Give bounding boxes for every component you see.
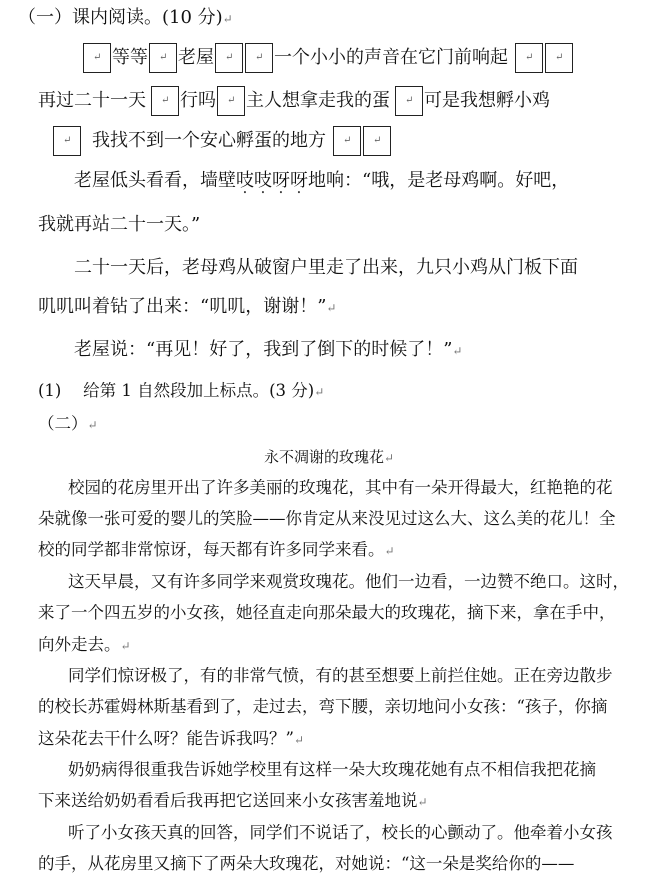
line-text: 叽叽叫着钻了出来：“叽叽，谢谢！” [38,296,327,317]
section-heading-1 [18,9,233,27]
article-line [38,731,304,748]
line-text: 向外走去。 [38,635,121,654]
article-line [38,793,428,810]
para-mark-icon: ↵ [159,52,168,63]
para-mark-icon: ↵ [555,52,564,63]
emphasized-char: 呀 [290,170,308,191]
line-text: 可是我想孵小鸡 [424,90,550,111]
paragraph-3-line-2 [38,298,336,316]
paragraph-2-line-2 [38,216,200,234]
answer-box[interactable] [151,86,179,116]
para-mark-icon: ↵ [417,795,428,809]
emphasized-char: 呀 [272,170,290,191]
article-line [38,605,616,622]
title-text: 永不凋谢的玫瑰花 [264,448,385,466]
line-text: 奶奶病得很重我告诉她学校里有这样一朵大玫瑰花她有点不相信我把花摘 [68,760,596,779]
answer-box[interactable] [149,43,177,73]
punct-line-3 [52,126,392,156]
answer-box[interactable] [545,43,573,73]
answer-box[interactable] [245,43,273,73]
line-text: 主人想拿走我的蛋 [246,90,390,111]
line-text: 的校长苏霍姆林斯基看到了，走过去，弯下腰，亲切地问小女孩：“孩子，你摘 [38,697,608,716]
para-mark-icon: ↵ [326,301,337,315]
para-mark-icon: ↵ [405,95,414,106]
line-text: 我找不到一个安心孵蛋的地方 [92,130,326,151]
line-text: 的手，从花房里又摘下了两朵大玫瑰花，对她说：“这一朵是奖给你的—— [38,854,575,873]
paragraph-2-line-1 [74,172,569,190]
answer-box[interactable] [333,126,361,156]
line-text: 校园的花房里开出了许多美丽的玫瑰花，其中有一朵开得最大，红艳艳的花 [68,478,613,497]
para-mark-icon: ↵ [63,135,72,146]
para-mark-icon: ↵ [161,95,170,106]
heading-text: （一）课内阅读。(10 分) [18,7,223,28]
para-mark-icon: ↵ [343,135,352,146]
punct-line-2 [38,86,550,116]
line-text: 来了一个四五岁的小女孩，她径直走向那朵最大的玫瑰花，摘下来，拿在手中， [38,603,616,622]
line-text: 下来送给奶奶看看后我再把它送回来小女孩害羞地说 [38,791,418,810]
paragraph-3-line-1 [74,259,578,277]
para-mark-icon: ↵ [120,639,131,653]
line-text: 校的同学都非常惊讶，每天都有许多同学来看。 [38,540,385,559]
paragraph-4 [74,341,462,359]
question-text: (1) 给第 1 自然段加上标点。(3 分) [38,381,315,400]
para-mark-icon: ↵ [314,385,325,399]
line-text: 地响：“哦，是老母鸡啊。好吧， [308,170,570,191]
para-mark-icon: ↵ [452,344,463,358]
line-text: 老屋低头看看，墙壁 [74,170,236,191]
article-line [68,480,613,497]
para-mark-icon: ↵ [225,52,234,63]
section-heading-2 [38,416,98,433]
article-line [68,668,613,685]
emphasized-char: 吱 [254,170,272,191]
punct-line-1 [82,43,574,73]
para-mark-icon: ↵ [384,451,395,465]
line-text: 一个小小的声音在它门前响起 [274,47,508,68]
article-line [38,856,574,873]
answer-box[interactable] [363,126,391,156]
heading-text: （二） [38,414,88,433]
line-text: 老屋说：“再见！好了，我到了倒下的时候了！” [74,339,453,360]
answer-box[interactable] [215,43,243,73]
article-line [68,825,613,842]
para-mark-icon: ↵ [373,135,382,146]
answer-box[interactable] [53,126,81,156]
line-text: 老屋 [178,47,214,68]
article-line [38,699,607,716]
para-mark-icon: ↵ [227,95,236,106]
line-text: 同学们惊讶极了，有的非常气愤，有的甚至想要上前拦住她。正在旁边散步 [68,666,613,685]
para-mark-icon: ↵ [384,544,395,558]
line-text: 这朵花去干什么呀？能告诉我吗？” [38,729,294,748]
line-text: 这天早晨，又有许多同学来观赏玫瑰花。他们一边看，一边赞不绝口。这时， [68,572,629,591]
line-text: 二十一天后，老母鸡从破窗户里走了出来，九只小鸡从门板下面 [74,257,578,278]
line-text: 再过二十一天 [38,90,146,111]
answer-box[interactable] [515,43,543,73]
article-line [38,637,131,654]
line-text: 等等 [112,47,148,68]
line-text: 我就再站二十一天。” [38,214,201,235]
answer-box[interactable] [395,86,423,116]
answer-box[interactable] [83,43,111,73]
article-line [68,762,596,779]
line-text: 听了小女孩天真的回答，同学们不说话了，校长的心颤动了。他牵着小女孩 [68,823,613,842]
article-line [68,574,629,591]
article-title [264,450,394,465]
question-1 [38,383,324,400]
line-text: 行吗 [180,90,216,111]
line-text: 朵就像一张可爱的婴儿的笑脸——你肯定从来没见过这么大、这么美的花儿！全 [38,509,616,528]
article-line [38,542,395,559]
para-mark-icon: ↵ [93,52,102,63]
para-mark-icon: ↵ [255,52,264,63]
para-mark-icon: ↵ [222,12,233,26]
para-mark-icon: ↵ [293,733,304,747]
para-mark-icon: ↵ [525,52,534,63]
para-mark-icon: ↵ [87,418,98,432]
article-line [38,511,616,528]
answer-box[interactable] [217,86,245,116]
emphasized-char: 吱 [236,170,254,191]
